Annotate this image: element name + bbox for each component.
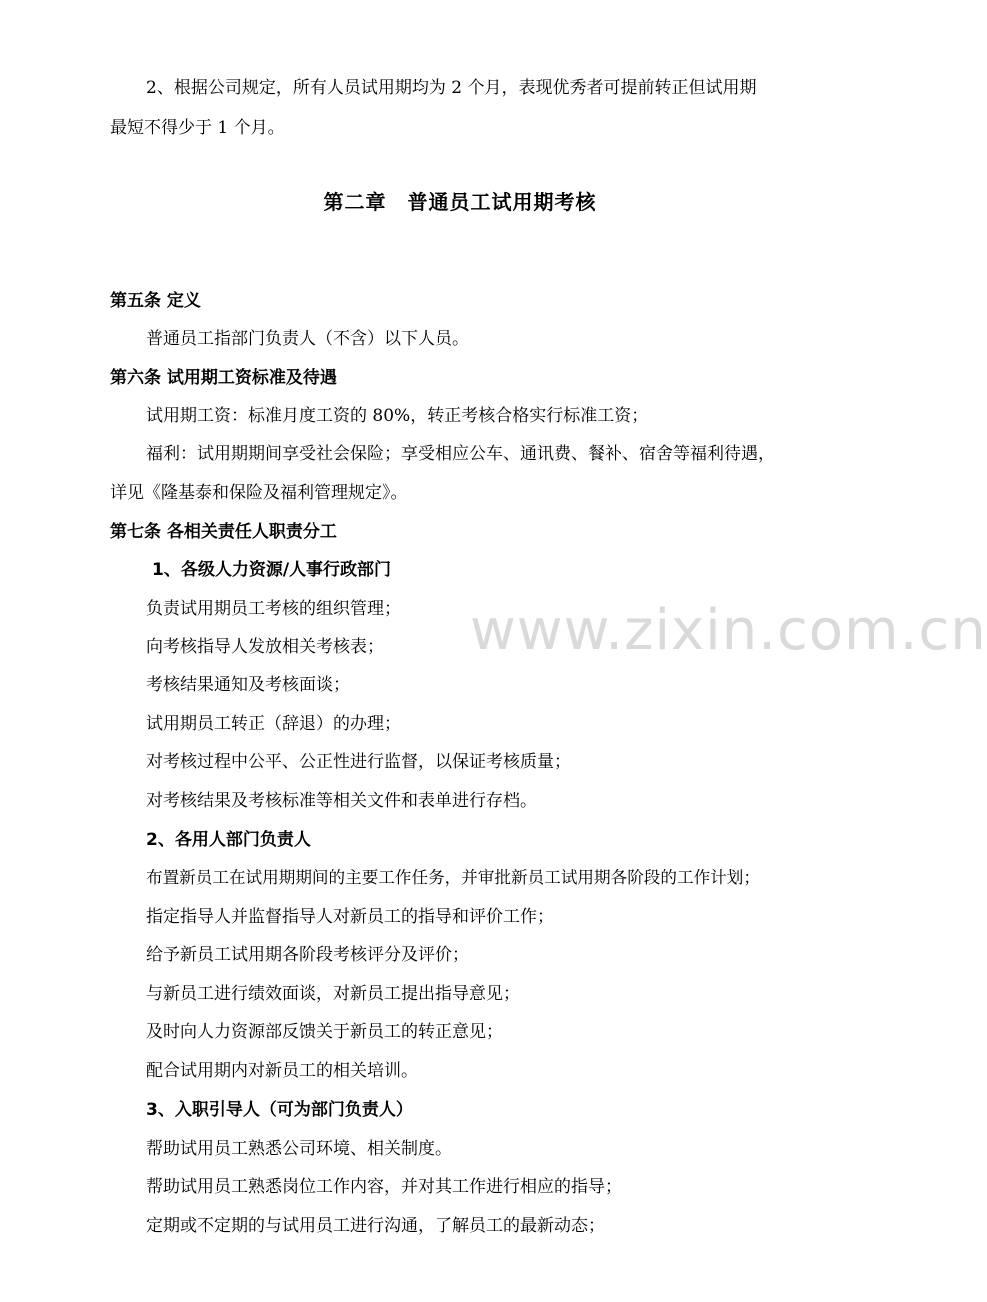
article7-heading: 第七条 各相关责任人职责分工 [110,522,337,542]
dept-duty-item: 指定指导人并监督指导人对新员工的指导和评价工作； [146,907,554,927]
mentor-duty-item: 帮助试用员工熟悉岗位工作内容，并对其工作进行相应的指导； [146,1177,622,1197]
article5-body: 普通员工指部门负责人（不含）以下人员。 [146,329,469,349]
mentor-duty-item: 定期或不定期的与试用员工进行沟通，了解员工的最新动态； [146,1216,605,1236]
article6-salary: 试用期工资：标准月度工资的 80%，转正考核合格实行标准工资； [146,406,649,426]
dept-duty-item: 给予新员工试用期各阶段考核评分及评价； [146,945,469,965]
mentor-section-heading: 3、入职引导人（可为部门负责人） [146,1100,413,1120]
chapter-title: 第二章 普通员工试用期考核 [323,190,597,214]
article6-benefit-line1: 福利：试用期期间享受社会保险；享受相应公车、通讯费、餐补、宿舍等福利待遇， [146,444,775,464]
hr-duty-item: 对考核过程中公平、公正性进行监督，以保证考核质量； [146,752,571,772]
mentor-duty-item: 帮助试用员工熟悉公司环境、相关制度。 [146,1139,452,1159]
dept-duty-item: 及时向人力资源部反馈关于新员工的转正意见； [146,1022,503,1042]
hr-section-heading: 1、各级人力资源/人事行政部门 [152,560,392,580]
dept-duty-item: 布置新员工在试用期期间的主要工作任务，并审批新员工试用期各阶段的工作计划； [146,868,760,887]
hr-duty-item: 试用期员工转正（辞退）的办理； [146,714,401,734]
hr-duty-item: 向考核指导人发放相关考核表； [146,637,384,657]
dept-duty-item: 与新员工进行绩效面谈，对新员工提出指导意见； [146,984,520,1004]
intro-paragraph-line1: 2、根据公司规定，所有人员试用期均为 2 个月，表现优秀者可提前转正但试用期 [146,78,757,98]
hr-duty-item: 对考核结果及考核标准等相关文件和表单进行存档。 [146,791,537,811]
article6-heading: 第六条 试用期工资标准及待遇 [110,368,337,388]
watermark: www.zixin.com.cn [470,598,987,663]
intro-paragraph-line2: 最短不得少于 1 个月。 [110,118,285,138]
hr-duty-item: 负责试用期员工考核的组织管理； [146,599,401,619]
article6-benefit-line2: 详见《隆基泰和保险及福利管理规定》。 [110,483,408,503]
hr-duty-item: 考核结果通知及考核面谈； [146,675,350,695]
dept-section-heading: 2、各用人部门负责人 [146,830,311,850]
article5-heading: 第五条 定义 [110,291,201,311]
dept-duty-item: 配合试用期内对新员工的相关培训。 [146,1061,418,1081]
